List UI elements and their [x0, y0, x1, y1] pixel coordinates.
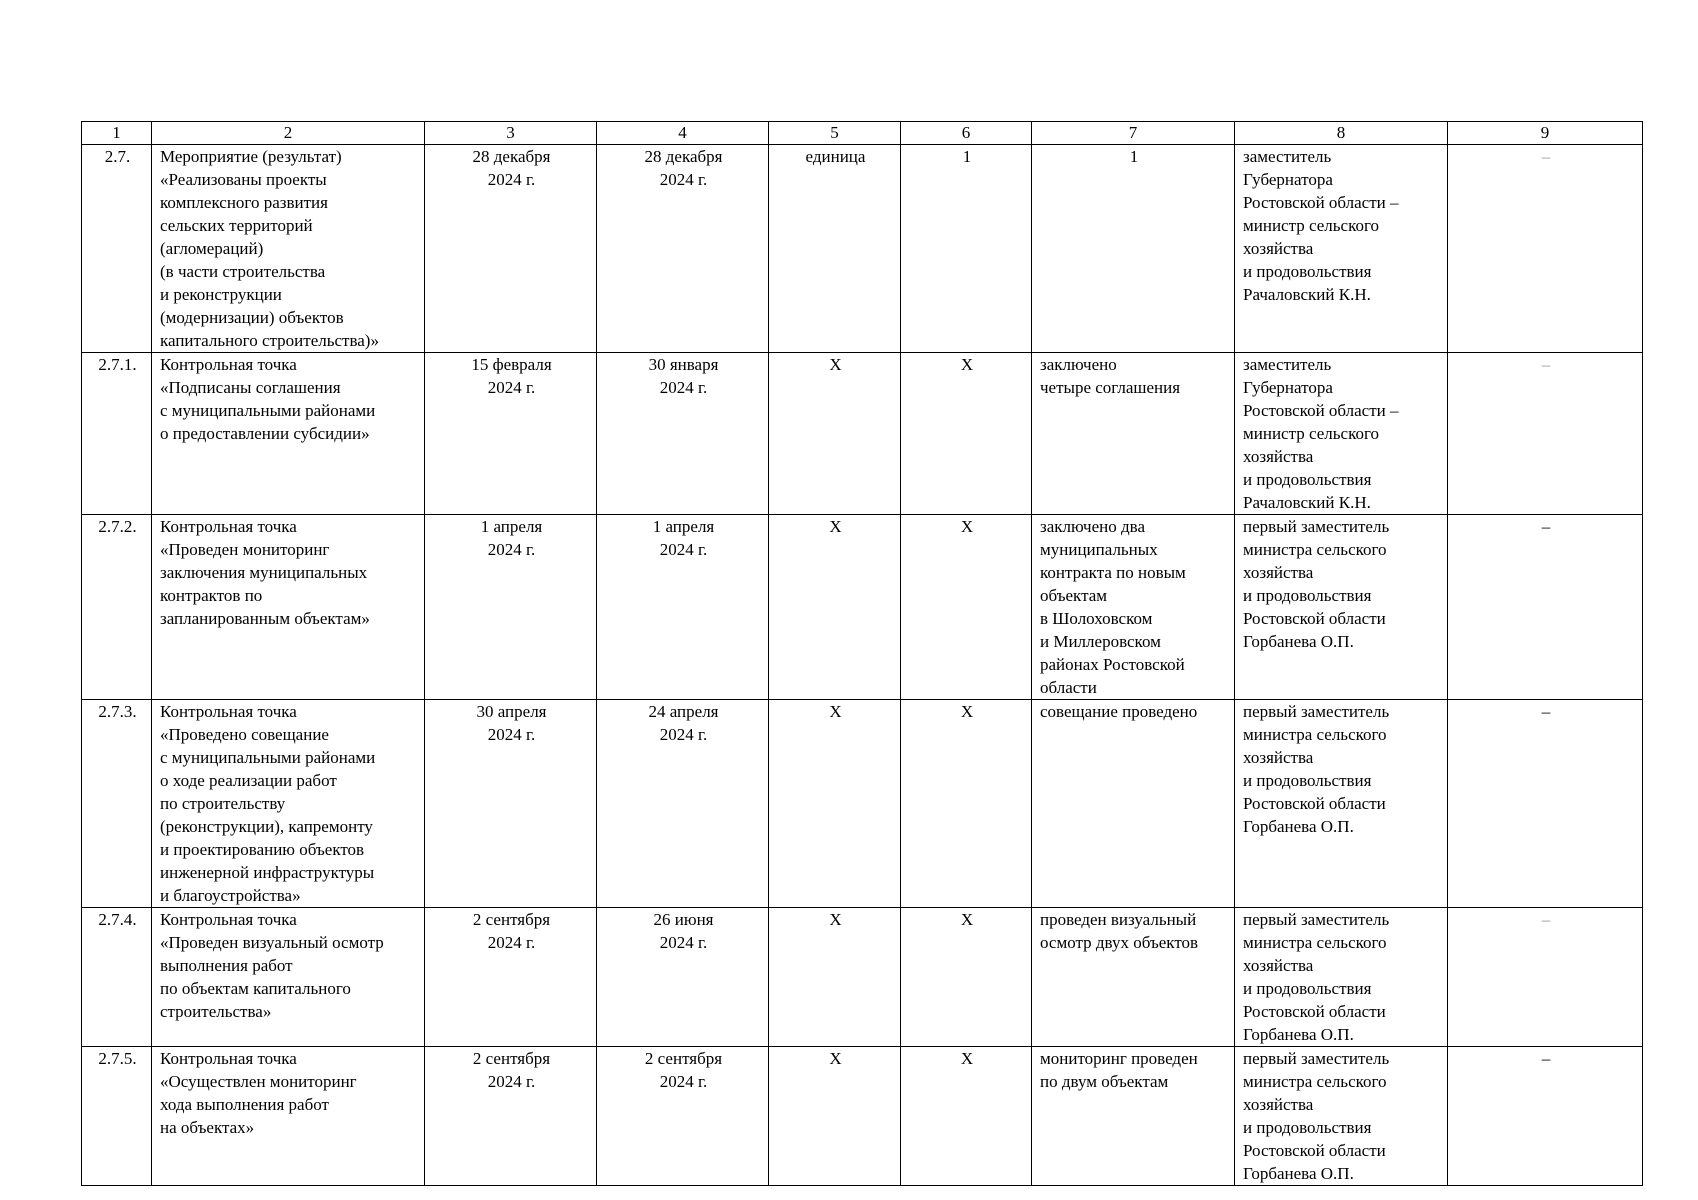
table-row	[82, 353, 1643, 515]
header-cell-5: 5	[769, 122, 901, 145]
row-responsible: заместитель Губернатора Ростовской области – министр сельского хозяйства и продовольствия Рачаловский К.Н.	[1235, 353, 1448, 515]
row-fact-date: 28 декабря 2024 г.	[597, 145, 769, 353]
row-note: –	[1448, 353, 1643, 515]
header-cell-1: 1	[82, 122, 152, 145]
row-fact-date: 24 апреля 2024 г.	[597, 700, 769, 908]
row-note: –	[1448, 515, 1643, 700]
table-row	[82, 145, 1643, 353]
row-fact-date: 30 января 2024 г.	[597, 353, 769, 515]
control-points-table	[81, 121, 1643, 1186]
row-fact-value: 1	[1032, 145, 1235, 353]
row-plan-date: 2 сентября 2024 г.	[425, 908, 597, 1047]
header-cell-7: 7	[1032, 122, 1235, 145]
row-note: –	[1448, 700, 1643, 908]
row-unit: единица	[769, 145, 901, 353]
row-fact-value: заключено четыре соглашения	[1032, 353, 1235, 515]
row-name: Контрольная точка «Проведен визуальный осмотр выполнения работ по объектам капитального строительства»	[152, 908, 425, 1047]
row-responsible: первый заместитель министра сельского хозяйства и продовольствия Ростовской области Горбанева О.П.	[1235, 1047, 1448, 1186]
header-cell-4: 4	[597, 122, 769, 145]
row-unit: Х	[769, 700, 901, 908]
row-unit: Х	[769, 1047, 901, 1186]
row-name: Контрольная точка «Проведено совещание с муниципальными районами о ходе реализации работ по строительству (реконструкции), капремонту и проектированию объектов инженерной инфраструктуры и благоустройства»	[152, 700, 425, 908]
table-row	[82, 908, 1643, 1047]
row-plan-date: 1 апреля 2024 г.	[425, 515, 597, 700]
row-plan-value: Х	[901, 700, 1032, 908]
row-note: –	[1448, 1047, 1643, 1186]
row-plan-value: Х	[901, 908, 1032, 1047]
header-row	[82, 122, 1643, 145]
row-fact-date: 26 июня 2024 г.	[597, 908, 769, 1047]
row-plan-value: 1	[901, 145, 1032, 353]
row-plan-date: 30 апреля 2024 г.	[425, 700, 597, 908]
table-row	[82, 1047, 1643, 1186]
row-name: Контрольная точка «Подписаны соглашения с муниципальными районами о предоставлении субсидии»	[152, 353, 425, 515]
row-number: 2.7.4.	[82, 908, 152, 1047]
row-fact-date: 1 апреля 2024 г.	[597, 515, 769, 700]
row-note: –	[1448, 908, 1643, 1047]
row-number: 2.7.1.	[82, 353, 152, 515]
row-number: 2.7.2.	[82, 515, 152, 700]
row-number: 2.7.5.	[82, 1047, 152, 1186]
header-cell-2: 2	[152, 122, 425, 145]
row-plan-date: 28 декабря 2024 г.	[425, 145, 597, 353]
row-note: –	[1448, 145, 1643, 353]
row-number: 2.7.	[82, 145, 152, 353]
row-plan-value: Х	[901, 1047, 1032, 1186]
row-fact-date: 2 сентября 2024 г.	[597, 1047, 769, 1186]
row-name: Мероприятие (результат) «Реализованы проекты комплексного развития сельских территорий (агломераций) (в части строительства и реконструкции (модернизации) объектов капитального строительства)»	[152, 145, 425, 353]
header-cell-8: 8	[1235, 122, 1448, 145]
table-row	[82, 515, 1643, 700]
row-fact-value: мониторинг проведен по двум объектам	[1032, 1047, 1235, 1186]
row-unit: Х	[769, 908, 901, 1047]
row-responsible: первый заместитель министра сельского хозяйства и продовольствия Ростовской области Горбанева О.П.	[1235, 908, 1448, 1047]
row-responsible: заместитель Губернатора Ростовской области – министр сельского хозяйства и продовольствия Рачаловский К.Н.	[1235, 145, 1448, 353]
row-number: 2.7.3.	[82, 700, 152, 908]
row-fact-value: заключено два муниципальных контракта по новым объектам в Шолоховском и Миллеровском районах Ростовской области	[1032, 515, 1235, 700]
table-row	[82, 700, 1643, 908]
row-responsible: первый заместитель министра сельского хозяйства и продовольствия Ростовской области Горбанева О.П.	[1235, 700, 1448, 908]
row-plan-date: 15 февраля 2024 г.	[425, 353, 597, 515]
header-cell-6: 6	[901, 122, 1032, 145]
header-cell-9: 9	[1448, 122, 1643, 145]
row-plan-value: Х	[901, 353, 1032, 515]
row-name: Контрольная точка «Осуществлен мониторинг хода выполнения работ на объектах»	[152, 1047, 425, 1186]
row-name: Контрольная точка «Проведен мониторинг заключения муниципальных контрактов по запланированным объектам»	[152, 515, 425, 700]
row-unit: Х	[769, 515, 901, 700]
header-cell-3: 3	[425, 122, 597, 145]
row-plan-date: 2 сентября 2024 г.	[425, 1047, 597, 1186]
row-unit: Х	[769, 353, 901, 515]
row-fact-value: совещание проведено	[1032, 700, 1235, 908]
row-plan-value: Х	[901, 515, 1032, 700]
row-fact-value: проведен визуальный осмотр двух объектов	[1032, 908, 1235, 1047]
row-responsible: первый заместитель министра сельского хозяйства и продовольствия Ростовской области Горбанева О.П.	[1235, 515, 1448, 700]
